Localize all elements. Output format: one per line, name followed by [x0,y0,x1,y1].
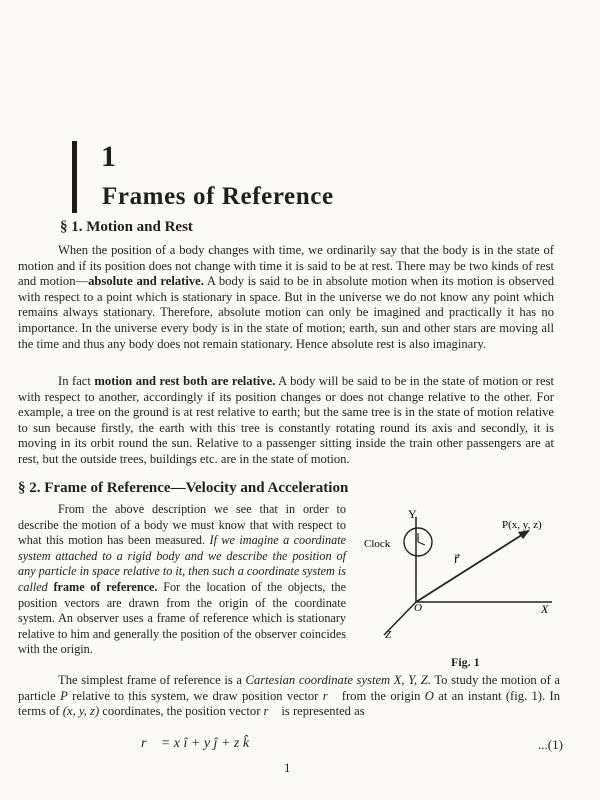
section-1-paragraph-2 [18,374,554,468]
italic-text: r⃗ [322,688,338,703]
text: To study the motion of a particle [18,673,560,703]
z-axis-label: Z [385,629,392,641]
text: from the origin [337,688,425,703]
clock-label: Clock [364,538,391,550]
text: relative to this system, we draw position vector [67,688,323,703]
text: The simplest frame of reference is a [58,673,246,687]
italic-text: r⃗ [263,704,279,719]
bold-text: frame of reference. [53,579,158,594]
text: When the position of a body changes with time, we ordinarily say that the body is in the state of motion and if its position does not change with time it is said to be at rest. There may be two kinds of rest and motion— [18,243,554,289]
figure-caption: Fig. 1 [451,655,480,669]
text: In fact [58,374,95,388]
point-p-label: P(x, y, z) [502,519,542,531]
text: A body will be said to be in the state of motion or rest with respect to another, accordingly if its position changes or does not change relative to the other. For example, a tree on the ground is at rest relative to earth; but the same tree is in the state of motion relative to sun because firstly, the earth with this tree is constantly rotating round its axis and secondly, it is moving in its orbit round the sun. Relative to a passenger sitting inside the train other passengers are at rest, but the outside trees, buildings etc. are in the state of motion. [18,374,554,466]
text: From the above description we see that in order to describe the motion of a body we must know that with respect to what this motion has been measured. [18,502,346,548]
chapter-bar [72,141,77,213]
italic-text: P [60,688,68,703]
y-axis-label: Y [408,507,417,521]
text: is represented as [278,704,365,719]
text: For the location of the objects, the position vectors are drawn from the origin of the coordinate system. An observer uses a frame of reference which is stationary relative to him and generally the position of the observer coincides with the origin. [18,579,346,657]
text: A body is said to be in absolute motion when its motion is observed with respect to a point which is stationary in space. But in the universe we do not know any point which remains always stationary. Therefore, absolute motion can only be imagined and practically it has no importance. In the universe every body is in the state of motion; earth, sun and other stars are moving all the time and thus any body does not remain stationary. Hence absolute rest is also imaginary. [18,274,554,351]
italic-text: If we imagine a coordinate system attached to a rigid body and we describe the position of any particle in space relative to it, then such a coordinate system is called [18,533,346,594]
italic-text: O [424,688,434,703]
section-2-paragraph-1 [18,502,346,658]
chapter-title: Frames of Reference [102,183,334,210]
section-2-paragraph-2 [18,673,560,720]
figure-1-diagram [352,505,562,655]
section-1-paragraph-1 [18,243,554,352]
text: coordinates, the position vector [99,704,264,719]
bold-text: motion and rest both are relative. [94,374,276,388]
vector-r-label: r⃗ [454,552,459,566]
text: at an instant (fig. 1). In terms of [18,688,560,719]
page-number: 1 [284,760,291,775]
equation-1: r⃗ = x î + y ĵ + z k̂ [141,736,250,751]
x-axis-label: X [541,602,549,616]
equation-number: ...(1) [538,737,563,752]
bold-text: absolute and relative. [88,274,204,289]
section-2-heading: § 2. Frame of Reference—Velocity and Acceleration [18,480,349,496]
arrowhead-icon [518,530,530,539]
section-1-heading: § 1. Motion and Rest [60,219,193,235]
position-vector [416,531,528,602]
italic-text: Cartesian coordinate system X, Y, Z. [245,673,431,687]
origin-label: O [414,602,422,614]
italic-text: (x, y, z) [62,704,100,719]
clock-hand [418,542,425,545]
chapter-number: 1 [101,140,116,173]
